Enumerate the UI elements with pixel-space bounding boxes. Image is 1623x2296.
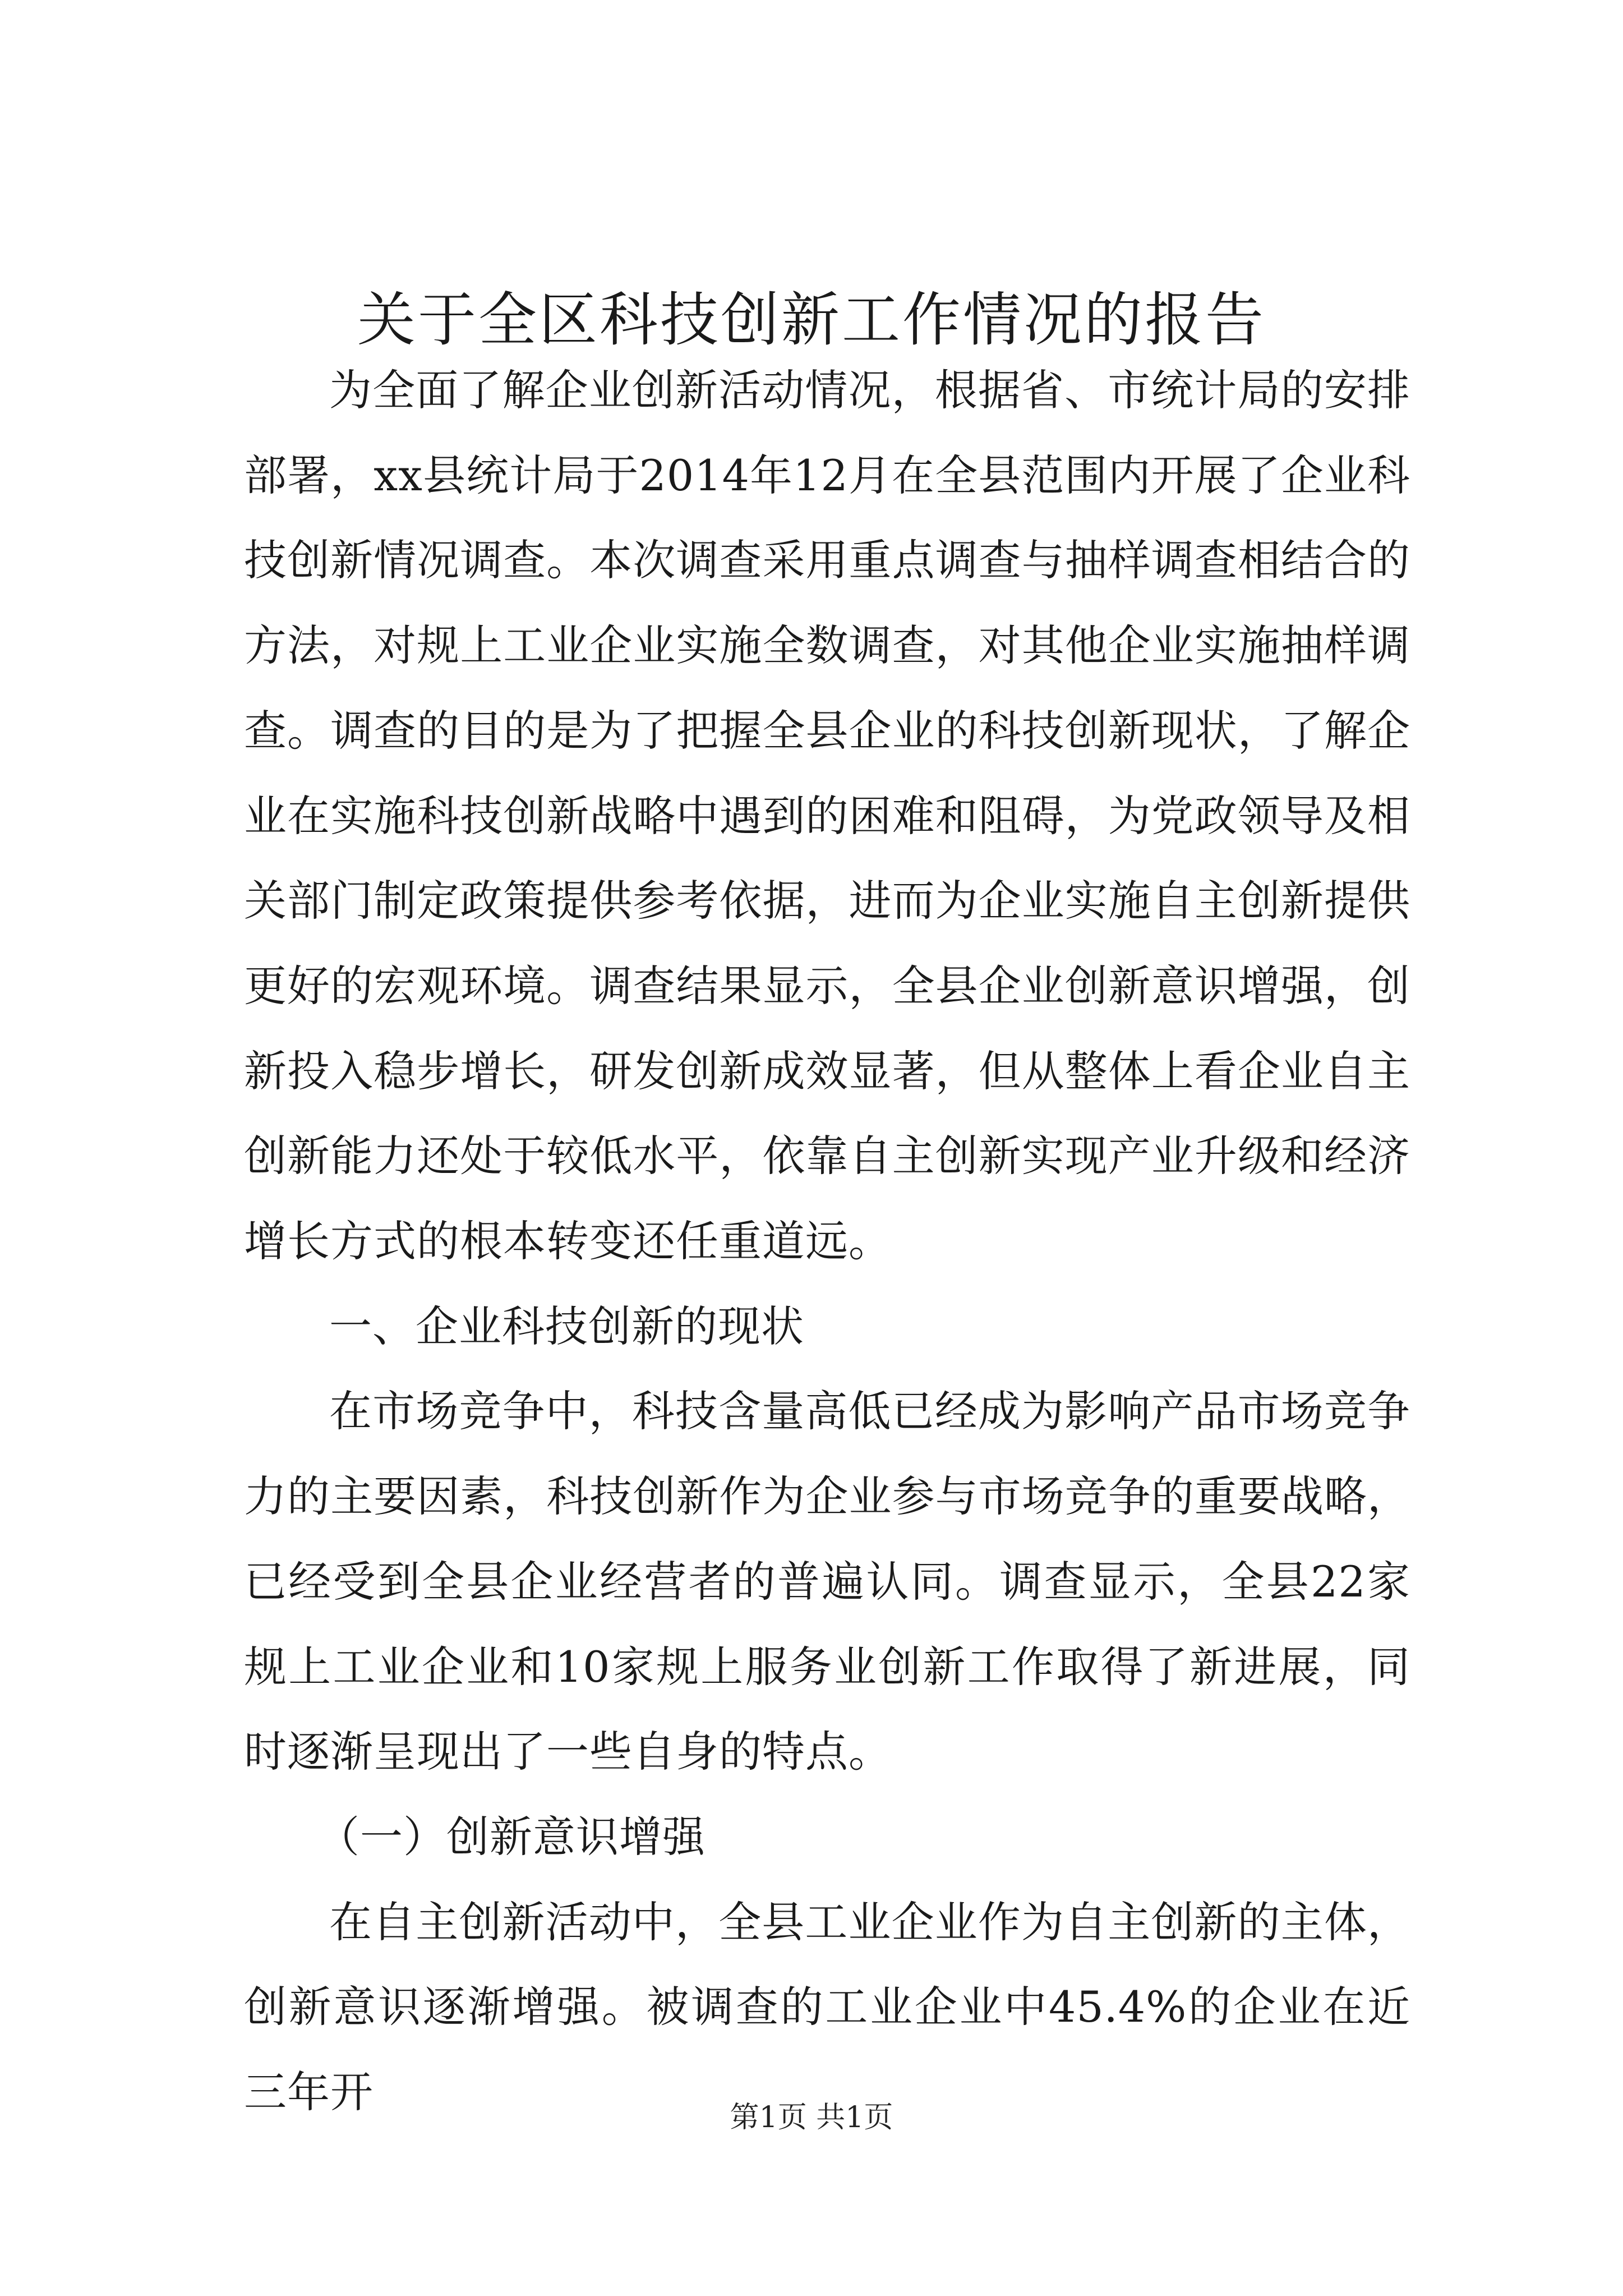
paragraph-subsection: 在自主创新活动中，全县工业企业作为自主创新的主体，创新意识逐渐增强。被调查的工业企业中45.4%的企业在近三年开 [244,1897,1410,2118]
document-title: 关于全区科技创新工作情况的报告 [357,286,1266,354]
section-heading: 一、企业科技创新的现状 [329,1301,804,1351]
document-body [244,348,1410,2135]
subsection-heading: （一）创新意识增强 [317,1811,706,1862]
paragraph-intro: 为全面了解企业创新活动情况，根据省、市统计局的安排部署，xx县统计局于2014年12月在全县范围内开展了企业科技创新情况调查。本次调查采用重点调查与抽样调查相结合的方法，对规上工业企业实施全数调查，对其他企业实施抽样调查。调查的目的是为了把握全县企业的科技创新现状，了解企业在实施科技创新战略中遇到的困难和阻碍，为党政领导及相关部门制定政策提供参考依据，进而为企业实施自主创新提供更好的宏观环境。调查结果显示，全县企业创新意识增强，创新投入稳步增长，研发创新成效显著，但从整体上看企业自主创新能力还处于较低水平，依靠自主创新实现产业升级和经济增长方式的根本转变还任重道远。 [244,365,1410,1267]
paragraph-section-intro: 在市场竞争中，科技含量高低已经成为影响产品市场竞争力的主要因素，科技创新作为企业参与市场竞争的重要战略，已经受到全县企业经营者的普遍认同。调查显示，全县22家规上工业企业和10家规上服务业创新工作取得了新进展，同时逐渐呈现出了一些自身的特点。 [244,1386,1410,1777]
page-footer: 第1页 共1页 [730,2101,893,2134]
